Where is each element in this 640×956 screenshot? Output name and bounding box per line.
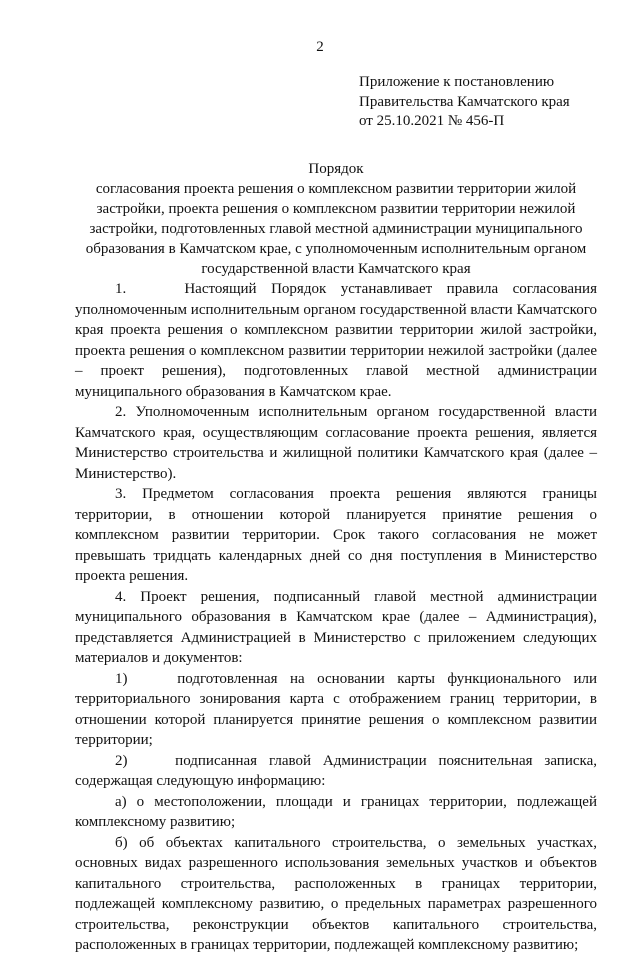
title-line: застройки, подготовленных главой местной администрации муниципального: [89, 221, 583, 237]
paragraph-4: 4. Проект решения, подписанный главой местной администрации муниципального образования в Камчатском крае (далее – Администрация), представляется Администрацией в Министерство с приложением следующих материалов и документов:: [75, 588, 597, 666]
title-line: застройки, проекта решения о комплексном развитии территории нежилой: [96, 201, 576, 217]
title-line: образования в Камчатском крае, с уполномоченным исполнительным органом: [85, 241, 587, 257]
paragraph-3: 3. Предметом согласования проекта решения являются границы территории, в отношении которой планируется принятие решения о комплексном развитии территории. Срок такого согласования не может превышать тридцать календарных дней со дня поступления в Министерство проекта решения.: [75, 486, 597, 584]
paragraph-1: 1. Настоящий Порядок устанавливает правила согласования уполномоченным исполнительным органом государственной власти Камчатского края проекта решения о комплексном развитии территории жилой застройки, проекта решения о комплексном развитии территории нежилой застройки (далее – проект решения), подготовленных главой местной администрации муниципального образования в Камчатском крае.: [75, 281, 597, 400]
appendix-line: Приложение к постановлению: [359, 74, 555, 90]
subitem-a: а) о местоположении, площади и границах территории, подлежащей комплексному развитию;: [75, 793, 597, 830]
appendix-header: [359, 73, 570, 132]
title-line: согласования проекта решения о комплексном развитии территории жилой: [95, 181, 577, 197]
document-title: [75, 159, 597, 279]
title-line: государственной власти Камчатского края: [201, 261, 471, 277]
list-item-2: 2) подписанная главой Администрации пояснительная записка, содержащая следующую информацию:: [75, 752, 597, 789]
list-item-1: 1) подготовленная на основании карты функционального или территориального зонирования карта с отображением границ территории, в отношении которой планируется принятие решения о комплексном развитии территории;: [75, 670, 597, 748]
appendix-line: Правительства Камчатского края: [359, 93, 570, 110]
title-heading: Порядок: [308, 161, 364, 177]
page-number: 2: [316, 39, 324, 55]
document-body: [75, 279, 597, 956]
paragraph-2: 2. Уполномоченным исполнительным органом государственной власти Камчатского края, осуществляющим согласование проекта решения, является Министерство строительства и жилищной политики Камчатского края (далее – Министерство).: [75, 404, 597, 482]
subitem-b: б) об объектах капитального строительства, о земельных участках, основных видах разрешенного использования земельных участков и объектов капитального строительства, расположенных в границах территории, подлежащей комплексному развитию, о предельных параметрах разрешенного строительства, реконструкции объектов капитального строительства, расположенных в границах территории, подлежащей комплексному развитию;: [75, 834, 597, 953]
appendix-line: от 25.10.2021 № 456-П: [359, 113, 505, 129]
